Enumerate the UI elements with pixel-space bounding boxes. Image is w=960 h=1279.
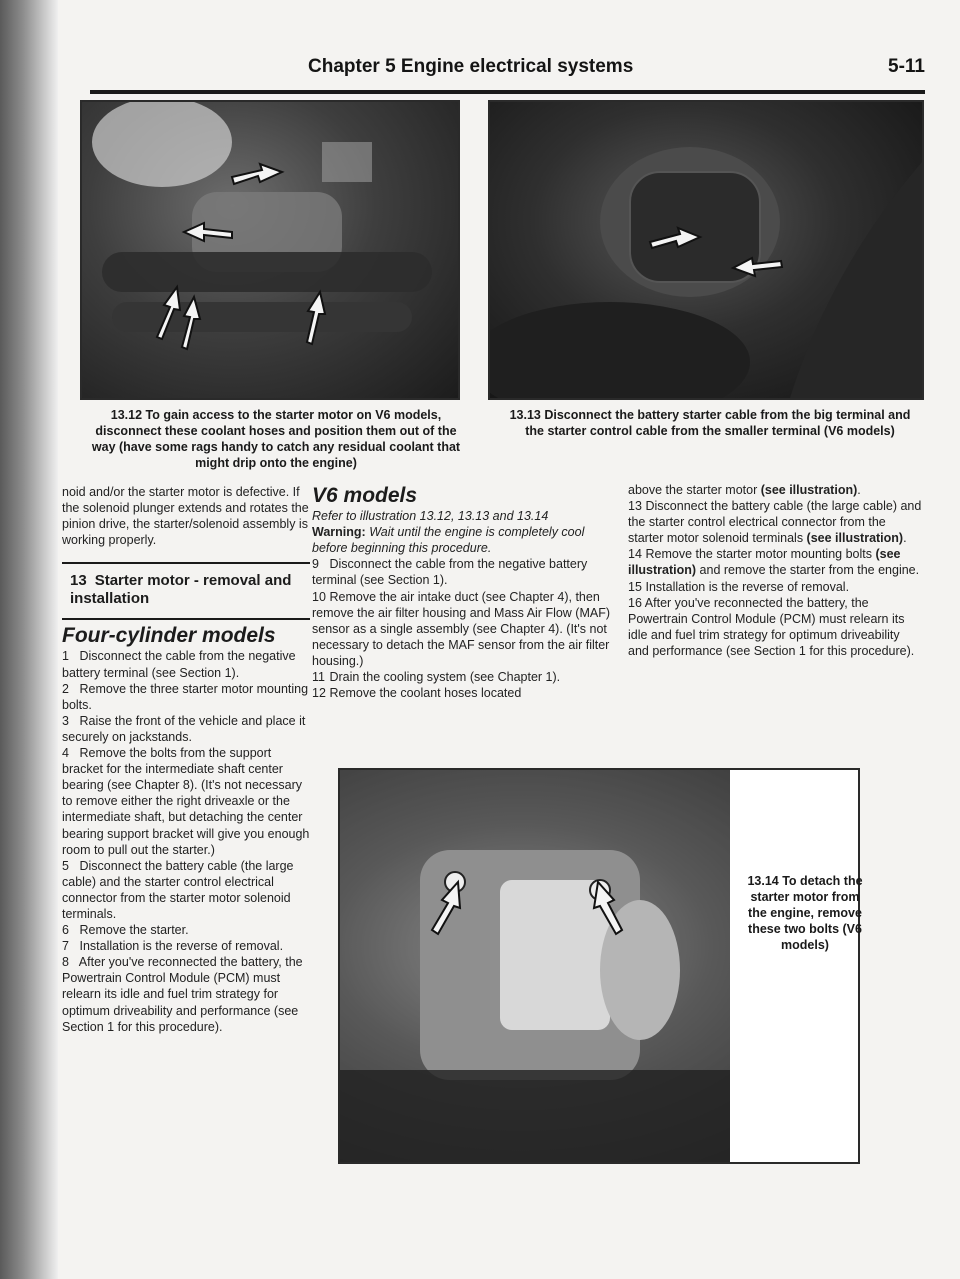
warning: Warning: Wait until the engine is completely cool before beginning this procedure. — [312, 525, 585, 556]
step-6: 6 Remove the starter. — [62, 923, 189, 938]
photo-13-13-illustration — [490, 102, 922, 398]
photo-13-14 — [338, 768, 860, 1164]
step-10: 10 Remove the air intake duct (see Chapter 4), then remove the air filter housing and Mass Air Flow (MAF) sensor as a single assembly (see Chapter 4). (It's not necessary to detach the MAF sensor from the air filter housing.) — [312, 589, 611, 668]
step-7: 7 Installation is the reverse of removal. — [62, 939, 284, 954]
caption-13-12: 13.12 To gain access to the starter motor on V6 models, disconnect these coolant hoses and position them out of the way (have some rags handy to catch any residual coolant that might drip onto the engine) — [91, 408, 461, 470]
section-title: Starter motor - removal and installation — [70, 572, 292, 608]
section-heading — [70, 572, 310, 608]
photo-13-14-illustration — [340, 770, 858, 1162]
refer-line: Refer to illustration 13.12, 13.13 and 13.14 — [312, 509, 549, 524]
photo-13-13 — [488, 100, 924, 400]
step-14: 14 Remove the starter motor mounting bolts (see illustration) and remove the starter from the engine. — [628, 547, 920, 578]
caption-13-13: 13.13 Disconnect the battery starter cable from the big terminal and the starter control cable from the smaller terminal (V6 models) — [509, 408, 911, 438]
section-rule-top — [62, 562, 310, 564]
subhead-four-cylinder: Four-cylinder models — [62, 624, 276, 648]
subhead-v6: V6 models — [312, 484, 418, 507]
section-rule-bottom — [62, 618, 310, 620]
page-header — [90, 50, 925, 94]
caption-13-14: 13.14 To detach the starter motor from the engine, remove these two bolts (V6 models) — [747, 874, 863, 952]
step-12: 12 Remove the coolant hoses located — [312, 686, 522, 701]
step-15: 15 Installation is the reverse of removal. — [628, 579, 850, 594]
step-1: 1 Disconnect the cable from the negative battery terminal (see Section 1). — [62, 649, 296, 680]
text-column-middle — [312, 484, 612, 701]
photo-13-12 — [80, 100, 460, 400]
section-number: 13 — [70, 572, 87, 590]
text-column-right — [628, 482, 922, 659]
step-4: 4 Remove the bolts from the support bracket for the intermediate shaft center bearing (see Chapter 8). (It's not necessary to remove either the right driveaxle or the intermediate shaft, but detaching the center bearing support bracket will give you enough room to pull out the starter.) — [62, 746, 310, 857]
chapter-title: Chapter 5 Engine electrical systems — [308, 56, 634, 77]
step-3: 3 Raise the front of the vehicle and place it securely on jackstands. — [62, 713, 306, 744]
intro-paragraph: noid and/or the starter motor is defective. If the solenoid plunger extends and rotates the pinion drive, the starter/solenoid assembly is working properly. — [62, 485, 309, 548]
page-binding-shadow — [0, 0, 58, 1279]
step-13: 13 Disconnect the battery cable (the large cable) and the starter control electrical connector from the starter motor solenoid terminals (see illustration). — [628, 499, 922, 546]
step-5: 5 Disconnect the battery cable (the large cable) and the starter control electrical connector from the starter motor solenoid terminals. — [62, 858, 294, 921]
step-9: 9 Disconnect the cable from the negative battery terminal (see Section 1). — [312, 557, 588, 588]
step-11: 11 Drain the cooling system (see Chapter 1). — [312, 670, 561, 685]
step-2: 2 Remove the three starter motor mounting bolts. — [62, 681, 309, 712]
step-16: 16 After you've reconnected the battery, the Powertrain Control Module (PCM) must relearn its idle and fuel trim strategy for optimum driveability and performance (see Section 1 for this procedure). — [628, 595, 915, 658]
step-8: 8 After you've reconnected the battery, the Powertrain Control Module (PCM) must relearn its idle and fuel trim strategy for optimum driveability and performance (see Section 1 for this procedure). — [62, 955, 303, 1034]
page-number: 5-11 — [888, 56, 925, 77]
step-12-continued: above the starter motor (see illustration). — [628, 483, 861, 497]
photo-13-12-illustration — [82, 102, 458, 398]
text-column-left — [62, 484, 310, 1035]
